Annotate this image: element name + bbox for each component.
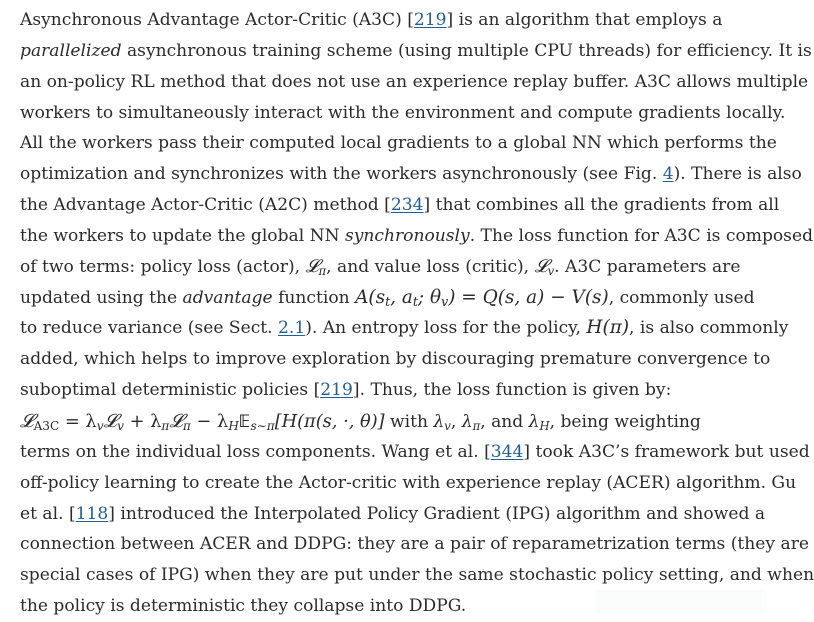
emphasis-text: synchronously: [344, 225, 470, 246]
text-span: of two terms: policy loss (actor),: [20, 256, 306, 277]
text-span: ] is an algorithm that employs a: [446, 10, 723, 30]
math-policy-loss: 𝓛$_\pi$: [305, 255, 327, 278]
math-lambda-v: $\lambda_v$: [433, 411, 451, 433]
math-value-loss: 𝓛$_v$: [534, 255, 555, 278]
citation-link[interactable]: 118: [75, 503, 109, 524]
math-lambda-pi: $\lambda_\pi$: [461, 411, 481, 433]
text-line: [20, 283, 767, 314]
text-span: optimization and synchronizes with the workers asynchronously (see Fig.: [20, 164, 663, 185]
text-span: et al. [: [20, 503, 76, 524]
faint-watermark: [595, 590, 767, 614]
section-link[interactable]: 2.1: [278, 318, 306, 339]
text-span: , commonly used: [608, 287, 755, 308]
math-advantage-function: $A(s_t$, $a_t$; $\theta_v) = Q(s$, a) − V(s): [355, 286, 609, 309]
text-line: [20, 36, 812, 67]
citation-link[interactable]: 234: [390, 195, 424, 216]
text-span: ] that combines all the gradients from all: [423, 195, 780, 216]
text-line: [20, 252, 767, 283]
text-line: [20, 499, 767, 530]
text-span: workers to simultaneously interact with the environment and compute gradients locally.: [20, 102, 786, 123]
text-span: , and: [480, 411, 529, 432]
emphasis-text: parallelized: [20, 40, 122, 61]
text-span: ). There is also: [673, 164, 802, 185]
math-entropy: H(π): [586, 317, 630, 339]
text-line: [20, 560, 814, 591]
text-span: function: [272, 287, 356, 308]
citation-link[interactable]: 219: [413, 10, 447, 30]
text-line: [20, 529, 809, 560]
text-span: suboptimal deterministic policies [: [20, 380, 321, 401]
text-span: All the workers pass their computed local gradients to a global NN which performs the: [20, 133, 777, 154]
text-span: an on-policy RL method that does not use an experience replay buffer. A3C allows multiple: [20, 71, 809, 92]
text-span: . A3C parameters are: [554, 256, 741, 277]
text-span: Asynchronous Advantage Actor-Critic (A3C) [: [20, 10, 414, 30]
text-span: , and value loss (critic),: [326, 256, 535, 277]
text-span: , is also commonly: [629, 318, 789, 339]
math-lambda-h: $\lambda_H$: [528, 411, 550, 433]
text-span: terms on the individual loss components. Wang et al. [: [20, 441, 491, 462]
text-line: [20, 468, 797, 499]
text-line: [20, 5, 767, 36]
text-span: the policy is deterministic they collapse into DDPG.: [20, 596, 467, 617]
text-span: the Advantage Actor-Critic (A2C) method [: [20, 195, 391, 216]
text-span: connection between ACER and DDPG: they are a pair of reparametrization terms (they are: [20, 534, 809, 555]
text-span: , being weighting: [549, 411, 701, 432]
text-span: asynchronous training scheme (using multiple CPU threads) for efficiency. It is: [121, 40, 812, 61]
text-span: off-policy learning to create the Actor-critic with experience replay (ACER) algorithm. Gu: [20, 472, 797, 493]
text-span: updated using the: [20, 287, 183, 308]
text-span: the workers to update the global NN: [20, 225, 345, 246]
text-line: [20, 375, 767, 406]
citation-link[interactable]: 219: [320, 380, 353, 401]
text-span: ). An entropy loss for the policy,: [305, 318, 587, 339]
text-line: [20, 67, 809, 98]
text-line: [20, 344, 771, 375]
emphasis-text: advantage: [182, 287, 273, 308]
text-span: . The loss function for A3C is composed: [469, 225, 814, 246]
math-loss-equation: 𝓛$_{A3C}$ = $\lambda_v𝓛_v$ + $\lambda_\pi 𝓛_\pi$ − $\lambda_H𝔼_{s\sim\pi}[H(\pi(s$, ·, θ)]: [20, 410, 385, 433]
text-line: [20, 221, 814, 252]
text-span: ]. Thus, the loss function is given by:: [352, 380, 672, 401]
text-line: [20, 159, 802, 190]
text-span: to reduce variance (see Sect.: [20, 318, 279, 339]
figure-link[interactable]: 4: [662, 164, 674, 185]
text-line: [20, 313, 789, 344]
text-line: [20, 437, 810, 468]
text-line: [20, 406, 767, 437]
citation-link[interactable]: 344: [490, 441, 524, 462]
text-span: added, which helps to improve exploration by discouraging premature convergence to: [20, 349, 771, 370]
text-line: [20, 128, 777, 159]
text-span: with: [384, 411, 434, 432]
text-span: ] introduced the Interpolated Policy Gradient (IPG) algorithm and showed a: [108, 503, 766, 524]
text-span: special cases of IPG) when they are put under the same stochastic policy setting, and when: [20, 565, 814, 586]
text-span: ,: [450, 411, 462, 432]
text-span: ] took A3C’s framework but used: [523, 441, 810, 462]
text-line: [20, 98, 786, 129]
text-line: [20, 190, 780, 221]
